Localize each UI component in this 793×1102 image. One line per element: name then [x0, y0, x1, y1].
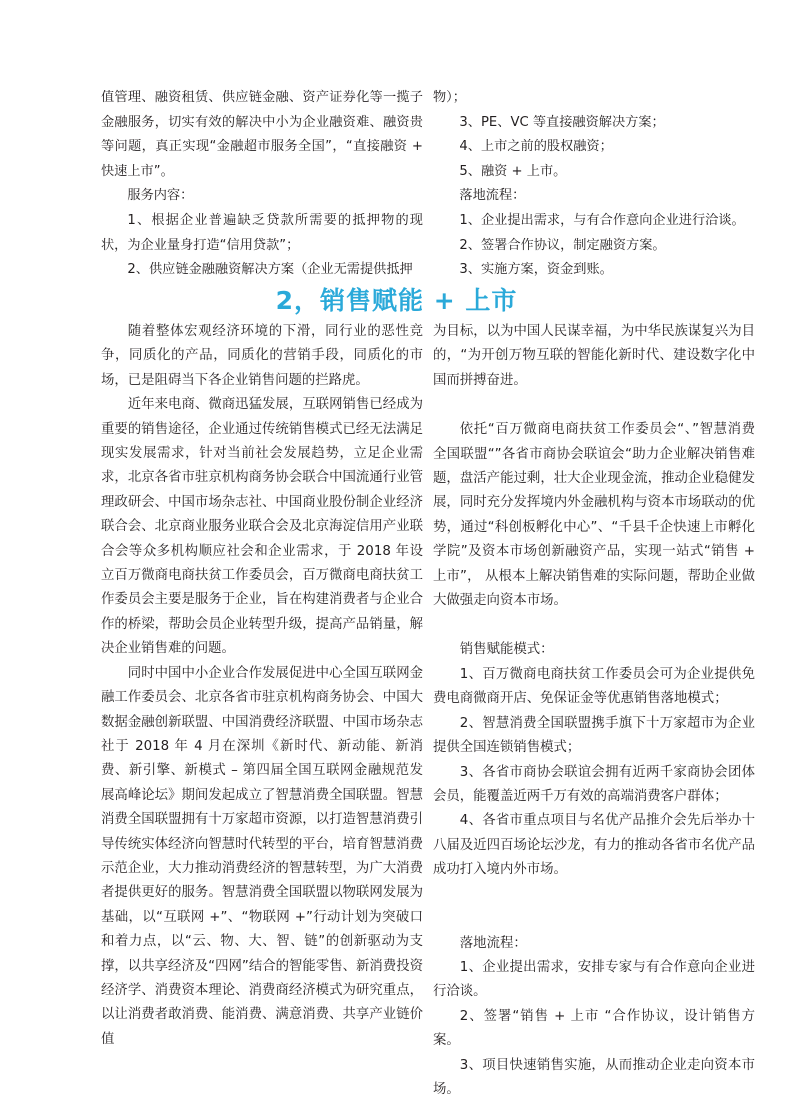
paragraph: 为目标，以为中国人民谋幸福，为中华民族谋复兴为目的，“为开创万物互联的智能化新时代、建设数字化中国而拼搏奋进。 — [433, 324, 755, 388]
process-step-3: 3、实施方案，资金到账。 — [459, 262, 613, 278]
process-step: 1、企业提出需求，安排专家与有合作意向企业进行洽谈。 — [433, 959, 755, 1000]
service-item-4: 4、上市之前的股权融资； — [459, 139, 613, 155]
mode-item: 2、智慧消费全国联盟携手旗下十万家超市为企业提供全国连锁销售模式； — [433, 715, 755, 756]
process-step-1: 1、企业提出需求，与有合作意向企业进行洽谈。 — [459, 212, 745, 228]
mode-item: 1、百万微商电商扶贫工作委员会可为企业提供免费电商微商开店、免保证金等优惠销售落地模式； — [433, 666, 755, 707]
bottom-left-column — [101, 320, 423, 1052]
process-step: 2、签署“销售 + 上市 “合作协议，设计销售方案。 — [433, 1008, 755, 1049]
service-item-3: 3、PE、VC 等直接融资解决方案； — [459, 114, 665, 130]
paragraph: 近年来电商、微商迅猛发展，互联网销售已经成为重要的销售途径，企业通过传统销售模式已经无法满足现实发展需求，针对当前社会发展趋势，立足企业需求，北京各省市驻京机构商务协会联合中国流通行业管理政研会、中国市场杂志社、中国商业股份制企业经济联合会、北京商业服务业联合会及北京海淀信用产业联合会等众多机构顺应社会和企业需求，于 2018 年设立百万微商电商扶贫工作委员会，百万微商电商扶贫工作委员会主要是服务于企业，旨在构建消费者与企业合作的桥梁，帮助会员企业转型升级，提高产品销量，解决企业销售难的问题。 — [101, 397, 423, 657]
mode-item: 4、各省市重点项目与名优产品推介会先后举办十八届及近四百场论坛沙龙，有力的推动各省市名优产品成功打入境内外市场。 — [433, 813, 755, 878]
mode-title: 销售赋能模式： — [459, 642, 554, 658]
paragraph: 同时中国中小企业合作发展促进中心全国互联网金融工作委员会、北京各省市驻京机构商务协会、中国大数据金融创新联盟、中国消费经济联盟、中国市场杂志社于 2018 年 4 月在深圳《新时代、新动能、新消费、新引擎、新模式 – 第四届全国互联网金融规范发展高峰论坛》期间发起成立了智慧消费全国联盟。智慧消费全国联盟拥有十万家超市资源，以打造智慧消费引导传统实体经济向智慧时代转型的平台，培育智慧消费示范企业，大力推动消费经济的智慧转型，为广大消费者提供更好的服务。智慧消费全国联盟以物联网发展为基础，以“互联网 +”、“物联网 +”行动计划为突破口和着力点，以“云、物、大、智、链”的创新驱动为支撑，以共享经济及“四网”结合的智能零售、新消费投资经济学、消费资本理论、消费商经济模式为研究重点，以让消费者敢消费、能消费、满意消费、共享产业链价值 — [101, 665, 423, 1047]
top-right-column — [433, 86, 753, 283]
service-item-1: 1、根据企业普遍缺乏贷款所需要的抵押物的现状，为企业量身打造“信用贷款”； — [101, 212, 423, 253]
process-title: 落地流程： — [459, 935, 527, 951]
paragraph: 随着整体宏观经济环境的下滑，同行业的恶性竞争，同质化的产品，同质化的营销手段，同质化的市场，已是阻碍当下各企业销售问题的拦路虎。 — [101, 324, 423, 388]
paragraph: 物）； — [433, 90, 466, 105]
service-content-label: 服务内容： — [127, 188, 194, 204]
process-step: 3、项目快速销售实施，从而推动企业走向资本市场。 — [433, 1057, 755, 1097]
service-item-5: 5、融资 + 上市。 — [459, 163, 567, 179]
top-left-column — [101, 86, 423, 283]
paragraph: 值管理、融资租赁、供应链金融、资产证券化等一揽子金融服务，切实有效的解决中小为企业融资难、融资贵等问题，真正实现“金融超市服务全国”，“直接融资 + 快速上市”。 — [101, 90, 423, 179]
service-item-2: 2、供应链金融融资解决方案（企业无需提供抵押 — [127, 262, 413, 278]
process-label: 落地流程： — [459, 188, 526, 204]
mode-item: 3、各省市商协会联谊会拥有近两千家商协会团体会员，能覆盖近两千万有效的高端消费客户群体； — [433, 764, 755, 804]
process-step-2: 2、签署合作协议，制定融资方案。 — [459, 237, 666, 253]
section-heading: 2，销售赋能 + 上市 — [275, 286, 518, 315]
bottom-right-column — [433, 320, 755, 1102]
paragraph: 依托“百万微商电商扶贫工作委员会“、”智慧消费全国联盟“”各省市商协会联谊会“助力企业解决销售难题，盘活产能过剩，壮大企业现金流，推动企业稳健发展，同时充分发挥境内外金融机构与资本市场联动的优势，通过“科创板孵化中心”、“千县千企快速上市孵化学院”及资本市场创新融资产品，实现一站式“销售 + 上市”， 从根本上解决销售难的实际问题，帮助企业做大做强走向资本市场。 — [433, 422, 755, 609]
